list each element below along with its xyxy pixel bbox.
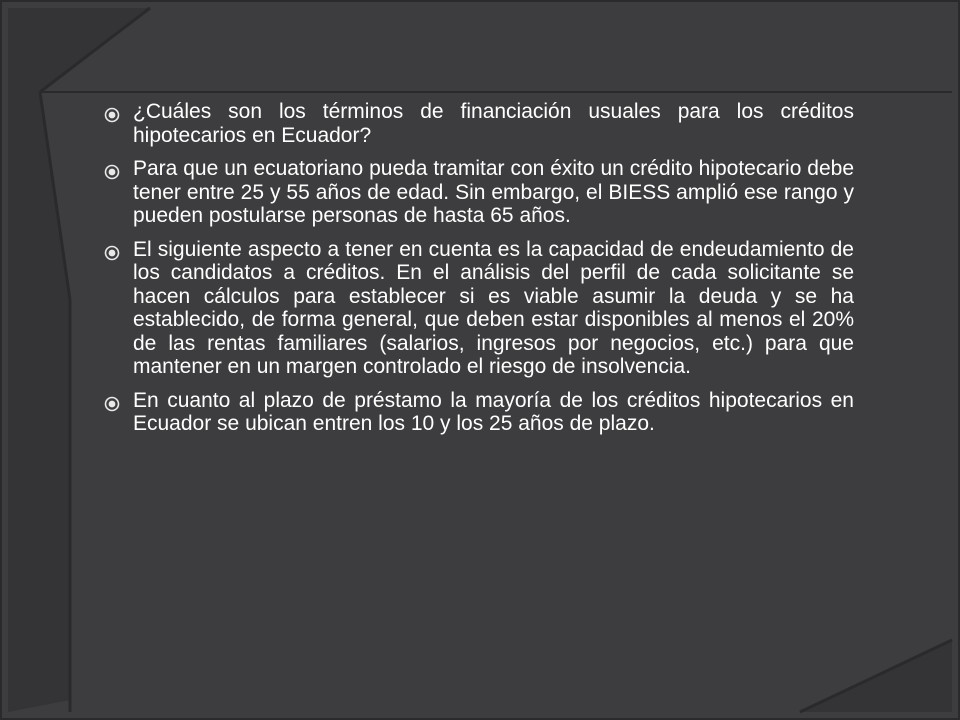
bullet-text: ¿Cuáles son los términos de financiación usuales para los créditos hipotecarios en Ecuador?	[133, 100, 854, 147]
bullet-text: Para que un ecuatoriano pueda tramitar con éxito un crédito hipotecario debe tener entre 25 y 55 años de edad. Sin embargo, el BIESS amplió ese rango y pueden postularse personas de hasta 65 años.	[133, 157, 854, 227]
bullet-list	[104, 100, 854, 446]
bullet-text: El siguiente aspecto a tener en cuenta es la capacidad de endeudamiento de los candidatos a créditos. En el análisis del perfil de cada solicitante se hacen cálculos para establecer si es viable asumir la deuda y se ha establecido, de forma general, que deben estar disponibles al menos el 20% de las rentas familiares (salarios, ingresos por negocios, etc.) para que mantener en un margen controlado el riesgo de insolvencia.	[133, 237, 854, 378]
circle-bullet-icon	[104, 164, 120, 180]
top-left-panel	[8, 8, 150, 92]
bullet-item	[104, 157, 854, 228]
bullet-item	[104, 238, 854, 379]
circle-bullet-icon	[104, 245, 120, 261]
bullet-text: En cuanto al plazo de préstamo la mayoría de los créditos hipotecarios en Ecuador se ubican entren los 10 y los 25 años de plazo.	[133, 388, 854, 435]
bullet-item	[104, 100, 854, 147]
bullet-item	[104, 389, 854, 436]
circle-bullet-icon	[104, 107, 120, 123]
left-panel	[8, 92, 70, 712]
circle-bullet-icon	[104, 396, 120, 412]
